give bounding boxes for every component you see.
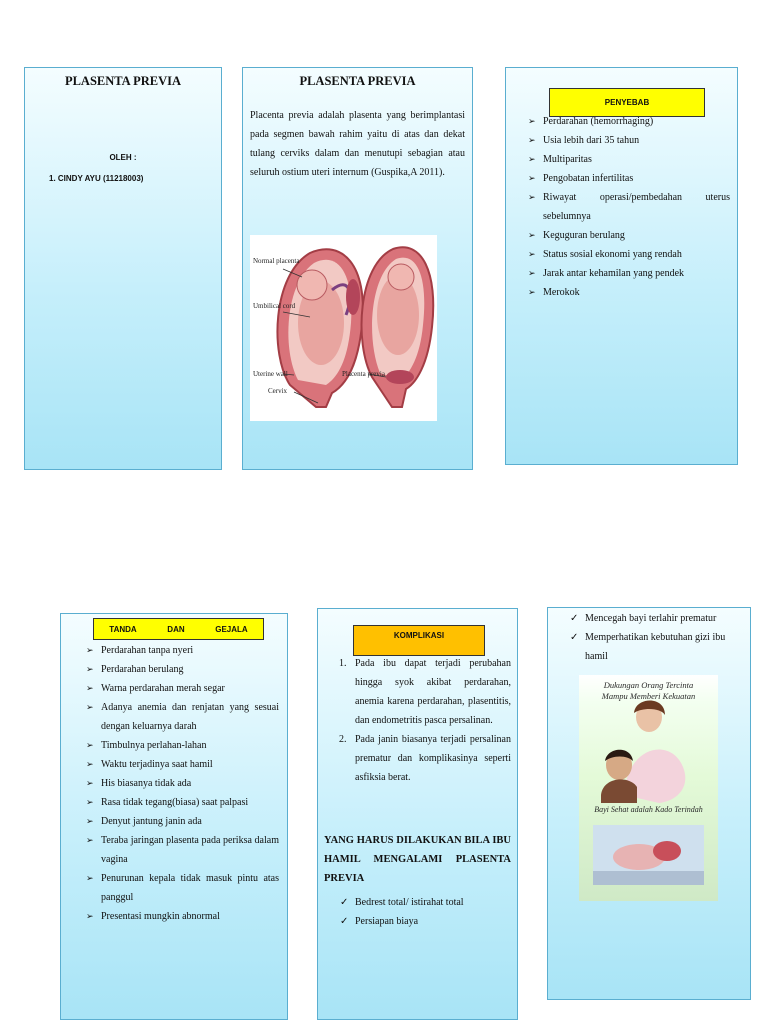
arrow-bullet-icon: ➢ bbox=[86, 835, 94, 845]
author-name: 1. CINDY AYU (11218003) bbox=[49, 174, 144, 183]
list-item bbox=[554, 609, 742, 628]
list-item bbox=[82, 831, 279, 869]
arrow-bullet-icon: ➢ bbox=[86, 797, 94, 807]
list-item-text: Penurunan kepala tidak masuk pintu atas panggul bbox=[101, 873, 279, 903]
list-item-text: Merokok bbox=[543, 287, 580, 298]
closing-checklist bbox=[554, 609, 742, 666]
list-item-text: Presentasi mungkin abnormal bbox=[101, 911, 220, 922]
list-item bbox=[524, 264, 730, 283]
list-item-text: Timbulnya perlahan-lahan bbox=[101, 740, 207, 751]
list-item-text: Perdarahan tanpa nyeri bbox=[101, 645, 194, 656]
cover-title: PLASENTA PREVIA bbox=[64, 74, 182, 88]
arrow-bullet-icon: ➢ bbox=[86, 816, 94, 826]
numbered-item bbox=[324, 654, 511, 730]
complications-panel bbox=[317, 608, 518, 1020]
list-item bbox=[324, 893, 511, 912]
list-item bbox=[82, 793, 279, 812]
list-item bbox=[82, 755, 279, 774]
list-item bbox=[554, 628, 742, 666]
list-item-text: Adanya anemia dan renjatan yang sesuai dengan keluarnya darah bbox=[101, 702, 279, 732]
arrow-bullet-icon: ➢ bbox=[86, 740, 94, 750]
arrow-bullet-icon: ➢ bbox=[528, 230, 536, 240]
cover-panel bbox=[24, 67, 222, 470]
list-item bbox=[82, 698, 279, 736]
list-item bbox=[82, 869, 279, 907]
poster-line-3: Bayi Sehat adalah Kado Terindah bbox=[594, 805, 703, 814]
causes-list bbox=[524, 112, 730, 302]
list-item bbox=[524, 131, 730, 150]
list-item-text: Keguguran berulang bbox=[543, 230, 625, 241]
list-item-text: Rasa tidak tegang(biasa) saat palpasi bbox=[101, 797, 249, 808]
symptoms-list bbox=[82, 641, 279, 926]
symptoms-panel bbox=[60, 613, 288, 1020]
arrow-bullet-icon: ➢ bbox=[86, 702, 94, 712]
list-item-text: Pengobatan infertilitas bbox=[543, 173, 634, 184]
list-item-text: Perdarahan berulang bbox=[101, 664, 184, 675]
list-item-text: Warna perdarahan merah segar bbox=[101, 683, 225, 694]
list-item bbox=[82, 660, 279, 679]
action-list bbox=[324, 893, 511, 931]
list-item bbox=[524, 226, 730, 245]
list-item-text: Riwayat operasi/pembedahan uterus sebelumnya bbox=[543, 192, 730, 222]
arrow-bullet-icon: ➢ bbox=[528, 173, 536, 183]
list-item-text: Teraba jaringan plasenta pada periksa dalam vagina bbox=[101, 835, 279, 865]
list-item-text: Usia lebih dari 35 tahun bbox=[543, 135, 640, 146]
list-item bbox=[82, 812, 279, 831]
family-poster bbox=[579, 675, 718, 901]
arrow-bullet-icon: ➢ bbox=[528, 154, 536, 164]
closing-panel bbox=[547, 607, 751, 1000]
definition-title: PLASENTA PREVIA bbox=[299, 74, 416, 88]
checkmark-icon: ✓ bbox=[570, 613, 579, 624]
label-uterine-wall: Uterine wall bbox=[253, 370, 288, 378]
symptoms-label-word: DAN bbox=[167, 624, 185, 634]
list-item bbox=[524, 283, 730, 302]
numbered-item bbox=[324, 730, 511, 787]
arrow-bullet-icon: ➢ bbox=[528, 249, 536, 259]
arrow-bullet-icon: ➢ bbox=[528, 192, 536, 202]
list-item bbox=[82, 774, 279, 793]
arrow-bullet-icon: ➢ bbox=[528, 287, 536, 297]
checkmark-icon: ✓ bbox=[340, 897, 349, 908]
item-number: 1. bbox=[339, 658, 347, 669]
action-heading: YANG HARUS DILAKUKAN BILA IBU HAMIL MENGALAMI PLASENTA PREVIA bbox=[324, 835, 511, 884]
list-item bbox=[524, 169, 730, 188]
symptoms-label bbox=[93, 618, 264, 640]
poster-line-2: Mampu Memberi Kekuatan bbox=[601, 691, 696, 701]
label-umbilical-cord: Umbilical cord bbox=[253, 302, 296, 310]
family-photo-icon bbox=[579, 675, 718, 901]
list-item bbox=[324, 912, 511, 931]
arrow-bullet-icon: ➢ bbox=[86, 873, 94, 883]
poster-line-1: Dukungan Orang Tercinta bbox=[603, 680, 694, 690]
item-number: 2. bbox=[339, 734, 347, 745]
placenta-diagram-icon bbox=[250, 235, 437, 421]
symptoms-label-word: GEJALA bbox=[215, 624, 248, 634]
list-item-text: His biasanya tidak ada bbox=[101, 778, 192, 789]
list-item-text: Memperhatikan kebutuhan gizi ibu hamil bbox=[585, 632, 726, 662]
arrow-bullet-icon: ➢ bbox=[86, 664, 94, 674]
label-normal-placenta: Normal placenta bbox=[253, 257, 300, 265]
list-item bbox=[82, 736, 279, 755]
arrow-bullet-icon: ➢ bbox=[528, 116, 536, 126]
definition-panel bbox=[242, 67, 473, 470]
arrow-bullet-icon: ➢ bbox=[86, 778, 94, 788]
list-item-text: Multiparitas bbox=[543, 154, 592, 165]
uterus-illustration bbox=[250, 235, 437, 421]
list-item-text: Mencegah bayi terlahir prematur bbox=[585, 613, 717, 624]
list-item-text: Bedrest total/ istirahat total bbox=[355, 897, 464, 908]
author-heading: OLEH : bbox=[109, 153, 137, 162]
arrow-bullet-icon: ➢ bbox=[86, 911, 94, 921]
list-item bbox=[524, 150, 730, 169]
symptoms-label-word: TANDA bbox=[109, 624, 137, 634]
arrow-bullet-icon: ➢ bbox=[86, 645, 94, 655]
label-cervix: Cervix bbox=[268, 387, 288, 395]
list-item bbox=[82, 907, 279, 926]
numbered-item-text: Pada ibu dapat terjadi perubahan hingga syok akibat perdarahan, anemia karena perdarahan, plasentitis, dan endometritis pasca persalinan. bbox=[355, 658, 511, 726]
causes-label: PENYEBAB bbox=[549, 88, 705, 117]
label-placenta-previa: Placenta previa bbox=[342, 370, 385, 378]
list-item-text: Persiapan biaya bbox=[355, 916, 419, 927]
list-item-text: Perdarahan (hemorrhaging) bbox=[543, 116, 654, 127]
list-item-text: Denyut jantung janin ada bbox=[101, 816, 202, 827]
list-item-text: Status sosial ekonomi yang rendah bbox=[543, 249, 682, 260]
list-item bbox=[524, 188, 730, 226]
list-item bbox=[82, 641, 279, 660]
list-item bbox=[82, 679, 279, 698]
list-item-text: Jarak antar kehamilan yang pendek bbox=[543, 268, 685, 279]
complications-label: KOMPLIKASI bbox=[353, 625, 485, 656]
list-item-text: Waktu terjadinya saat hamil bbox=[101, 759, 213, 770]
arrow-bullet-icon: ➢ bbox=[528, 135, 536, 145]
arrow-bullet-icon: ➢ bbox=[528, 268, 536, 278]
checkmark-icon: ✓ bbox=[570, 632, 579, 643]
list-item bbox=[524, 112, 730, 131]
complications-list bbox=[324, 654, 511, 787]
arrow-bullet-icon: ➢ bbox=[86, 759, 94, 769]
numbered-item-text: Pada janin biasanya terjadi persalinan prematur dan komplikasinya seperti asfiksia berat. bbox=[355, 734, 511, 783]
checkmark-icon: ✓ bbox=[340, 916, 349, 927]
arrow-bullet-icon: ➢ bbox=[86, 683, 94, 693]
definition-text: Placenta previa adalah plasenta yang berimplantasi pada segmen bawah rahim yaitu di atas dan dekat tulang cerviks dalam dan menutupi sebagian atau seluruh ostium uteri internum (Guspika,A 2011). bbox=[250, 110, 465, 178]
causes-panel bbox=[505, 67, 738, 465]
list-item bbox=[524, 245, 730, 264]
